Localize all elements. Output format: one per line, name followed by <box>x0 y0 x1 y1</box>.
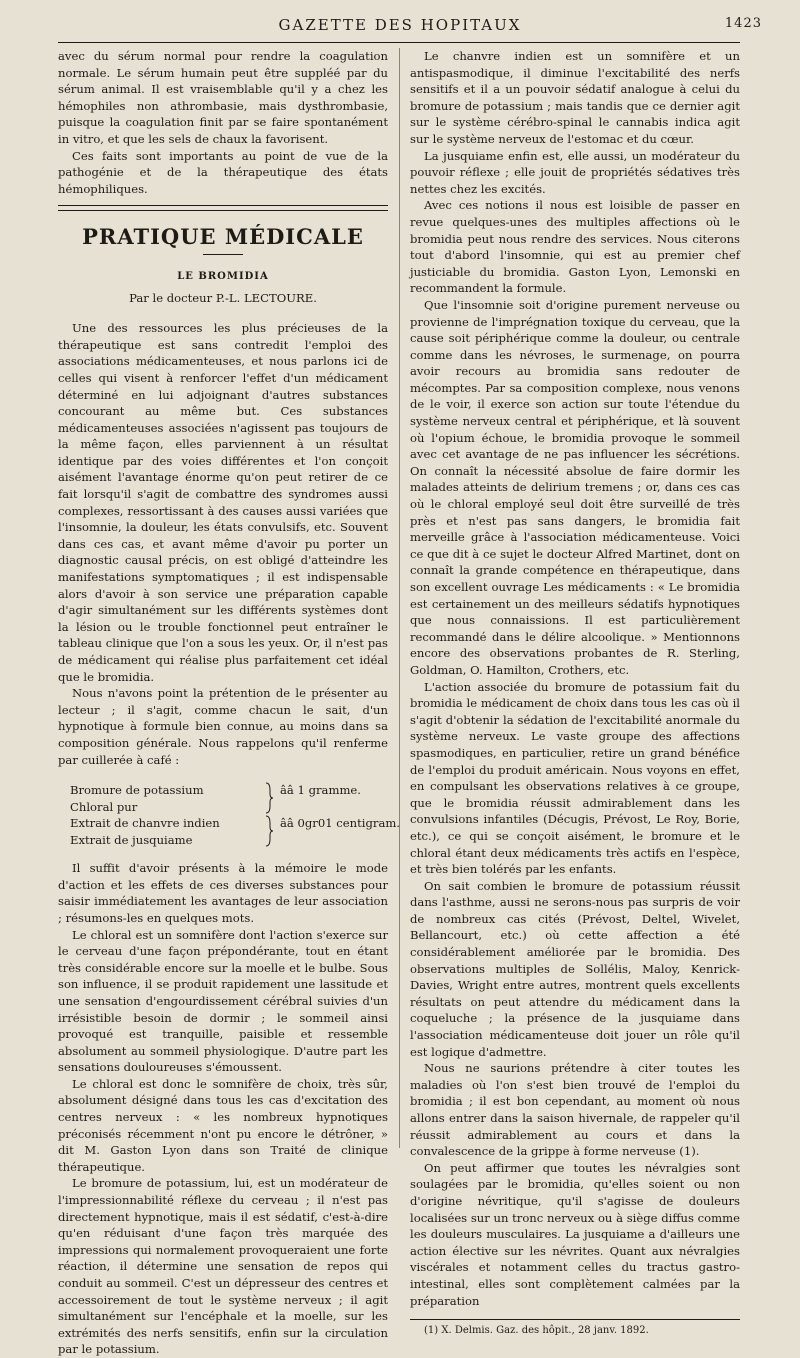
recipe-dose: ââ 0gr01 centigram. <box>280 816 401 831</box>
recipe-ingredient: Bromure de potassium <box>70 783 204 798</box>
intro-paragraph: Ces faits sont importants au point de vue de la pathogénie et de la thérapeutique des états hémophiliques. <box>58 148 388 196</box>
page-header <box>0 16 800 40</box>
journal-title: GAZETTE DES HOPITAUX <box>278 16 522 34</box>
brace-icon <box>264 782 274 814</box>
recipe-ingredient: Extrait de jusquiame <box>70 832 193 847</box>
section-title: PRATIQUE MÉDICALE <box>82 224 364 250</box>
footnote-rule <box>410 1319 740 1320</box>
body-paragraph: Le bromure de potassium, lui, est un modérateur de l'impressionnabilité réflexe du cerveau ; il n'est pas directement hypnotique, mais il est sédatif, c'est-à-dire qu'en réduisant d'une façon très marquée des impressions qui normalement provoqueraient une forte réaction, il détermine une sensation de repos qui conduit au sommeil. C'est un dépresseur des centres et accessoirement de tout le système nerveux ; il agit simultanément sur l'encéphale et la moelle, sur les extrémités des nerfs sensitifs, enfin sur la circulation par le potassium. <box>58 1176 388 1357</box>
body-paragraph: On peut affirmer que toutes les névralgies sont soulagées par le bromidia, qu'elles soient ou non d'origine névritique, qu'il s'agisse de douleurs localisées sur un tronc nerveux ou à siège diffus comme les douleurs musculaires. La jusquiame a d'ailleurs une action élective sur les névrites. Quant aux névralgies viscérales et notamment celles du tractus gastro-intestinal, elles sont complètement calmées par la préparation <box>410 1160 740 1308</box>
article-title: LE BROMIDIA <box>177 270 269 282</box>
recipe-list <box>70 782 401 847</box>
body-paragraph: Le chloral est un somnifère dont l'action s'exerce sur le cerveau d'une façon prépondérante, tout en étant très considérable encore sur la moelle et le bulbe. Sous son influence, il se produit rapidement une lassitude et une sensation d'engourdissement cérébral suivies d'un irrésistible besoin de dormir ; le sommeil ainsi provoqué est tranquille, paisible et ressemble absolument au sommeil physiologique. D'autre part les sensations douloureuses s'émoussent. <box>58 927 388 1075</box>
recipe-dose: ââ 1 gramme. <box>280 783 361 798</box>
left-column <box>58 48 401 1357</box>
body-paragraph: Une des ressources les plus précieuses de la thérapeutique est sans contredit l'emploi des associations médicamenteuses, et nous parlons ici de celles qui visent à renforcer l'effet d'un médicament déterminé en lui adjoignant d'autres substances concourant au même but. Ces substances médicamenteuses associées n'agissent pas toujours de la même façon, elles parviennent à un résultat identique par des voies différentes et l'on conçoit aisément l'avantage énorme qu'on peut retirer de ce fait lorsqu'il s'agit de combattre des syndromes aussi complexes, ressortissant à des causes aussi variées que l'insomnie, la douleur, les états convulsifs, etc. Souvent dans ces cas, et avant même d'avoir pu porter un diagnostic causal précis, on est obligé d'atteindre les manifestations symptomatiques ; il est indispensable alors d'avoir à son service une préparation capable d'agir simultanément sur les différents systèmes dont la lésion ou le trouble fonctionnel peut entraîner le tableau clinique que l'on a sous les yeux. Or, il n'est pas de médicament qui réalise plus parfaitement cet idéal que le bromidia. <box>58 321 388 684</box>
recipe-ingredient: Extrait de chanvre indien <box>70 816 220 831</box>
body-paragraph: L'action associée du bromure de potassium fait du bromidia le médicament de choix dans tous les cas où il s'agit d'obtenir la sédation de l'excitabilité anormale du système nerveux. Le vaste groupe des affections spasmodiques, en particulier, retire un grand bénéfice de l'emploi du produit américain. Nous voyons en effet, en compulsant les observations relatives à ce groupe, que le bromidia réussit admirablement dans les convulsions infantiles (Décugis, Prévost, Le Roy, Borie, etc.), ce qui se conçoit aisément, le bromure et le chloral étant deux médicaments très actifs en l'espèce, et très bien tolérés par les enfants. <box>410 679 740 877</box>
body-paragraph: Le chanvre indien est un somnifère et un antispasmodique, il diminue l'excitabilité des nerfs sensitifs et il a un pouvoir sédatif analogue à celui du bromure de potassium ; mais tandis que ce dernier agit sur le système cérébro-spinal le cannabis indica agit sur le système nerveux de l'estomac et du cœur. <box>410 49 740 146</box>
section-separator <box>58 205 388 211</box>
body-paragraph: Nous n'avons point la prétention de le présenter au lecteur ; il s'agit, comme chacun le sait, d'un hypnotique à formule bien connue, au moins dans sa composition générale. Nous rappelons qu'il renferme par cuillerée à café : <box>58 686 388 767</box>
header-rule <box>58 42 740 43</box>
byline: Par le docteur P.-L. LECTOURE. <box>129 290 317 305</box>
body-paragraph: Nous ne saurions prétendre à citer toutes les maladies où l'on s'est bien trouvé de l'emploi du bromidia ; il est bon cependant, au moment où nous allons entrer dans la saison hivernale, de rappeler qu'il réussit admirablement au cours et dans la convalescence de la grippe à forme nerveuse (1). <box>410 1061 740 1159</box>
title-rule <box>203 254 243 255</box>
brace-icon <box>264 815 274 847</box>
recipe-ingredient: Chloral pur <box>70 799 138 814</box>
body-paragraph: Il suffit d'avoir présents à la mémoire le mode d'action et les effets de ces diverses substances pour saisir immédiatement les avantages de leur association ; résumons-les en quelques mots. <box>58 861 388 925</box>
body-paragraph: On sait combien le bromure de potassium réussit dans l'asthme, aussi ne serons-nous pas surpris de voir de nombreux cas cités (Prévost, Deltel, Wivelet, Bellancourt, etc.) où cette affection a été considérablement améliorée par le bromidia. Des observations multiples de Sollélis, Maloy, Kenrick-Davies, Wright entre autres, montrent quels excellents résultats on peut attendre du médicament dans la coqueluche ; la présence de la jusquiame dans l'association médicamenteuse doit jouer un rôle qu'il est logique d'admettre. <box>410 878 740 1059</box>
page-number: 1423 <box>724 16 762 31</box>
body-paragraph: Avec ces notions il nous est loisible de passer en revue quelques-unes des multiples affections où le bromidia peut nous rendre des services. Nous citerons tout d'abord l'insomnie, qui est au premier chef justiciable du bromidia. Gaston Lyon, Lemonski en recommandent la formule. <box>410 198 740 296</box>
column-divider <box>399 48 400 1148</box>
right-column <box>410 48 740 1337</box>
intro-paragraph: avec du sérum normal pour rendre la coagulation normale. Le sérum humain peut être suppléé par du sérum animal. Il est vraisemblable qu'il y a chez les hémophiles non athrombasie, mais dysthrombasie, puisque la coagulation finit par se faire spontanément in vitro, et que les sels de chaux la favorisent. <box>58 49 388 146</box>
body-paragraph: La jusquiame enfin est, elle aussi, un modérateur du pouvoir réflexe ; elle jouit de propriétés sédatives très nettes chez les excités. <box>410 148 740 196</box>
footnote: (1) X. Delmis. Gaz. des hôpit., 28 janv. 1892. <box>424 1325 649 1337</box>
body-paragraph: Le chloral est donc le somnifère de choix, très sûr, absolument désigné dans tous les cas d'excitation des centres nerveux : « les nombreux hypnotiques préconisés récemment n'ont pu encore le détrôner, » dit M. Gaston Lyon dans son Traité de clinique thérapeutique. <box>58 1076 388 1174</box>
body-paragraph: Que l'insomnie soit d'origine purement nerveuse ou provienne de l'imprégnation toxique du cerveau, que la cause soit périphérique comme la douleur, ou centrale comme dans les névroses, le surmenage, on pourra avoir recours au bromidia sans redouter de mécomptes. Par sa composition complexe, nous venons de le voir, il exerce son action sur toute l'étendue du système nerveux central et périphérique, et là souvent où l'opium échoue, le bromidia provoque le sommeil avec cet avantage de ne pas influencer les sécrétions. On connaît la nécessité absolue de faire dormir les malades atteints de delirium tremens ; or, dans ces cas où le chloral employé seul doit être surveillé de très près et n'est pas sans dangers, le bromidia fait merveille grâce à l'association médicamenteuse. Voici ce que dit à ce sujet le docteur Alfred Martinet, dont on connaît la grande compétence en thérapeutique, dans son excellent ouvrage Les médicaments : « Le bromidia est certainement un des meilleurs sédatifs hypnotiques que nous connaissions. Il est particulièrement recommandé dans le délire alcoolique. » Mentionnons encore des observations probantes de R. Sterling, Goldman, O. Hamilton, Crothers, etc. <box>410 297 740 677</box>
